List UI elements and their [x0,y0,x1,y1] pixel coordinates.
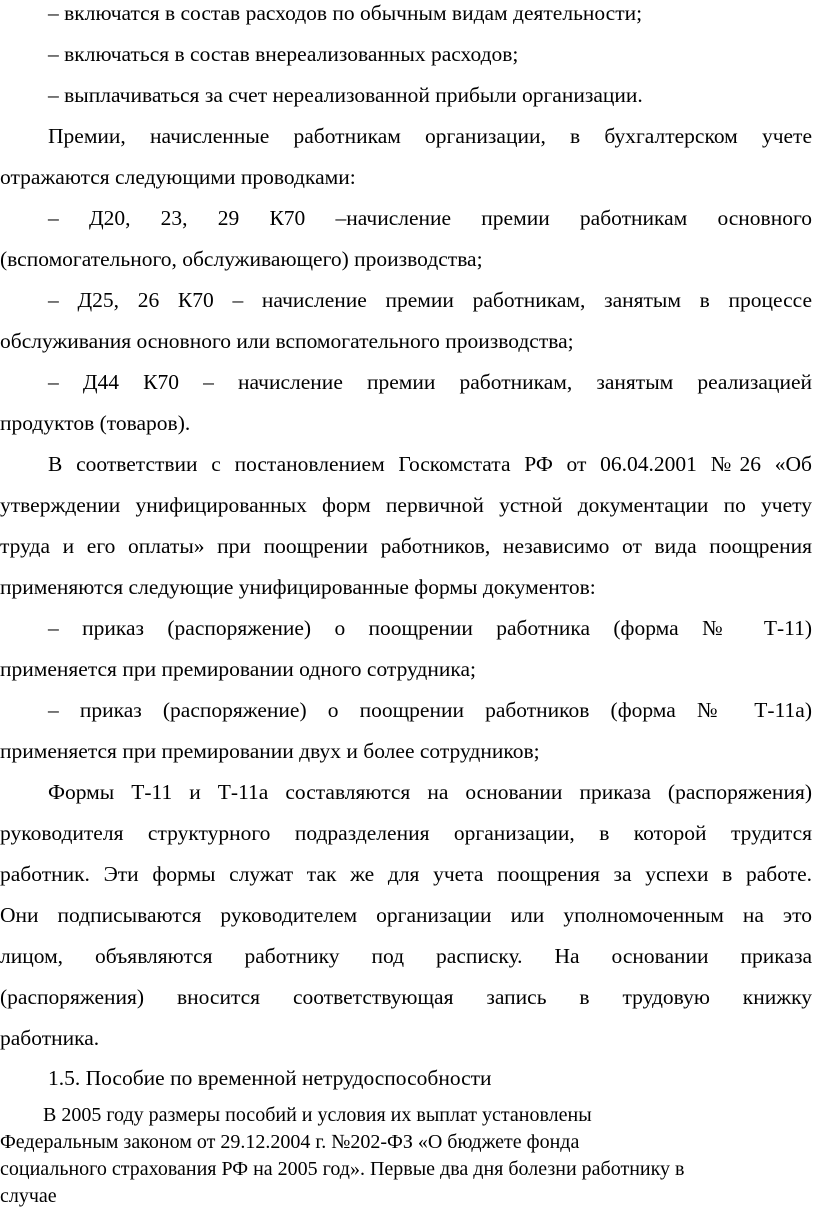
paragraph-line: продуктов (товаров). [0,411,191,435]
list-item: – Д25, 26 К70 – начисление премии работникам, занятым в процессе [48,288,812,312]
paragraph-line: работника. [0,1026,100,1050]
paragraph-line: (распоряжения) вносится соответствующая запись в трудовую книжку [0,985,812,1009]
paragraph-line: отражаются следующими проводками: [0,165,356,189]
paragraph-line: социального страхования РФ на 2005 год». Первые два дня болезни работнику в [0,1158,685,1180]
paragraph-line: применяется при премировании одного сотрудника; [0,657,477,681]
section-heading: 1.5. Пособие по временной нетрудоспособности [48,1066,492,1090]
paragraph-line: В соответствии с постановлением Госкомстата РФ от 06.04.2001 №26 «Об [48,452,812,476]
paragraph-line: (вспомогательного, обслуживающего) производства; [0,247,483,271]
paragraph-line: труда и его оплаты» при поощрении работников, независимо от вида поощрения [0,534,812,558]
list-item: – выплачиваться за счет нереализованной прибыли организации. [48,83,643,107]
paragraph-line: Формы Т-11 и Т-11а составляются на основании приказа (распоряжения) [48,780,812,804]
paragraph-line: руководителя структурного подразделения организации, в которой трудится [0,821,812,845]
list-item: – Д20, 23, 29 К70 –начисление премии работникам основного [48,206,812,230]
paragraph-line: Федеральным законом от 29.12.2004 г. №202-ФЗ «О бюджете фонда [0,1131,580,1153]
paragraph-line: Премии, начисленные работникам организации, в бухгалтерском учете [48,124,812,148]
list-item: – включаться в состав внереализованных расходов; [48,42,519,66]
paragraph-line: В 2005 году размеры пособий и условия их выплат установлены [43,1104,592,1126]
paragraph-line: Они подписываются руководителем организации или уполномоченным на это [0,903,812,927]
list-item: – Д44 К70 – начисление премии работникам, занятым реализацией [48,370,812,394]
paragraph-line: лицом, объявляются работнику под расписку. На основании приказа [0,944,812,968]
paragraph-line: утверждении унифицированных форм первичной устной документации по учету [0,493,812,517]
paragraph-line: случае [0,1185,57,1207]
list-item: – приказ (распоряжение) о поощрении работников (форма № Т-11а) [48,698,812,722]
paragraph-line: применяются следующие унифицированные формы документов: [0,575,596,599]
paragraph-line: работник. Эти формы служат так же для учета поощрения за успехи в работе. [0,862,812,886]
paragraph-line: применяется при премировании двух и более сотрудников; [0,739,540,763]
list-item: – включатся в состав расходов по обычным видам деятельности; [48,1,643,25]
list-item: – приказ (распоряжение) о поощрении работника (форма № Т-11) [48,616,812,640]
paragraph-line: обслуживания основного или вспомогательного производства; [0,329,574,353]
